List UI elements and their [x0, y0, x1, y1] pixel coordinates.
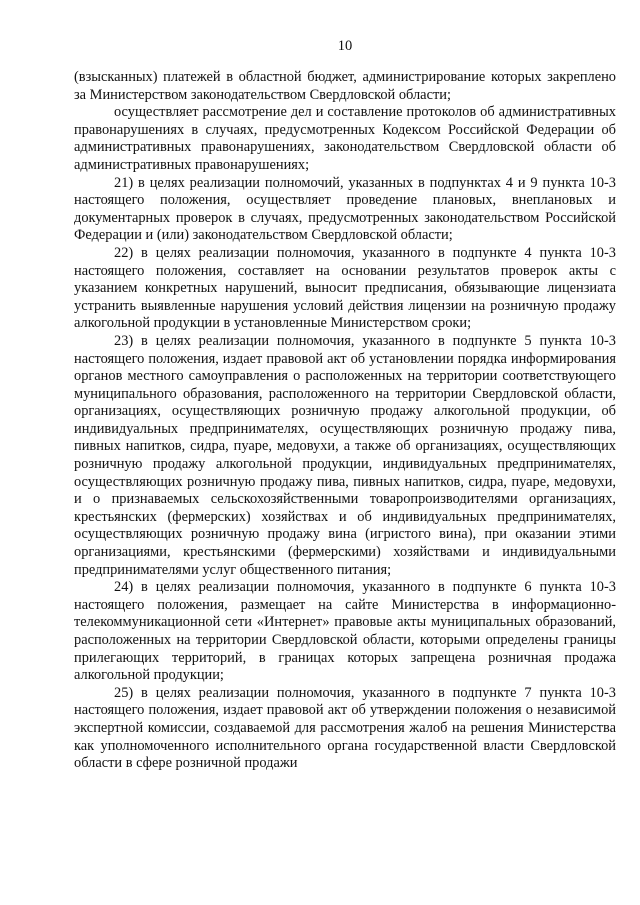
paragraph-item-25: 25) в целях реализации полномочия, указанного в подпункте 7 пункта 10-3 настоящего положения, издает правовой акт об утверждении положения о независимой экспертной комиссии, создаваемой для рассмотрения жалоб на решения Министерства как уполномоченного исполнительного органа государственной власти Свердловской области в сфере розничной продажи: [74, 684, 616, 772]
paragraph-continuation: (взысканных) платежей в областной бюджет, администрирование которых закреплено за Министерством законодательством Свердловской области;: [74, 69, 616, 103]
paragraph-item-23: 23) в целях реализации полномочия, указанного в подпункте 5 пункта 10-3 настоящего положения, издает правовой акт об установлении порядка информирования органов местного самоуправления о расположенных на территории соответствующего муниципального образования, расположенного на территории Свердловской области, организациях, осуществляющих розничную продажу алкогольной продукции, об индивидуальных предпринимателях, осуществляющих розничную продажу пива, пивных напитков, сидра, пуаре, медовухи, а также об организациях, осуществляющих розничную продажу алкогольной продукции, индивидуальных предпринимателях, осуществляющих розничную продажу пива, пивных напитков, сидра, пуаре, медовухи, и о признаваемых сельскохозяйственными товаропроизводителями организациях, крестьянских (фермерских) хозяйствах и об индивидуальных предпринимателях, осуществляющих розничную продажу вина (игристого вина), при оказании этими организациями, крестьянскими (фермерскими) хозяйствами и индивидуальными предпринимателями услуг общественного питания;: [74, 332, 616, 578]
paragraph-item-24: 24) в целях реализации полномочия, указанного в подпункте 6 пункта 10-3 настоящего положения, размещает на сайте Министерства в информационно-телекоммуникационной сети «Интернет» правовые акты муниципальных образований, расположенных на территории Свердловской области, которыми определены границы прилегающих территорий, в границах которых запрещена розничная продажа алкогольной продукции;: [74, 579, 616, 684]
paragraph-protocols: осуществляет рассмотрение дел и составление протоколов об административных правонарушениях в случаях, предусмотренных Кодексом Российской Федерации об административных правонарушениях, законодательством Свердловской области об административных правонарушениях;: [74, 104, 616, 173]
paragraph-item-22: 22) в целях реализации полномочия, указанного в подпункте 4 пункта 10-3 настоящего положения, составляет на основании результатов проверок акты с указанием конкретных нарушений, выносит предписания, обязывающие лицензиата устранить выявленные нарушения условий действия лицензии на розничную продажу алкогольной продукции в установленные Министерством сроки;: [74, 244, 616, 332]
page-number: 10: [337, 38, 353, 54]
paragraph-item-21: 21) в целях реализации полномочий, указанных в подпунктах 4 и 9 пункта 10-3 настоящего положения, осуществляет проведение плановых, внеплановых и документарных проверок в случаях, предусмотренных законодательством Российской Федерации и (или) законодательством Свердловской области;: [74, 174, 616, 244]
